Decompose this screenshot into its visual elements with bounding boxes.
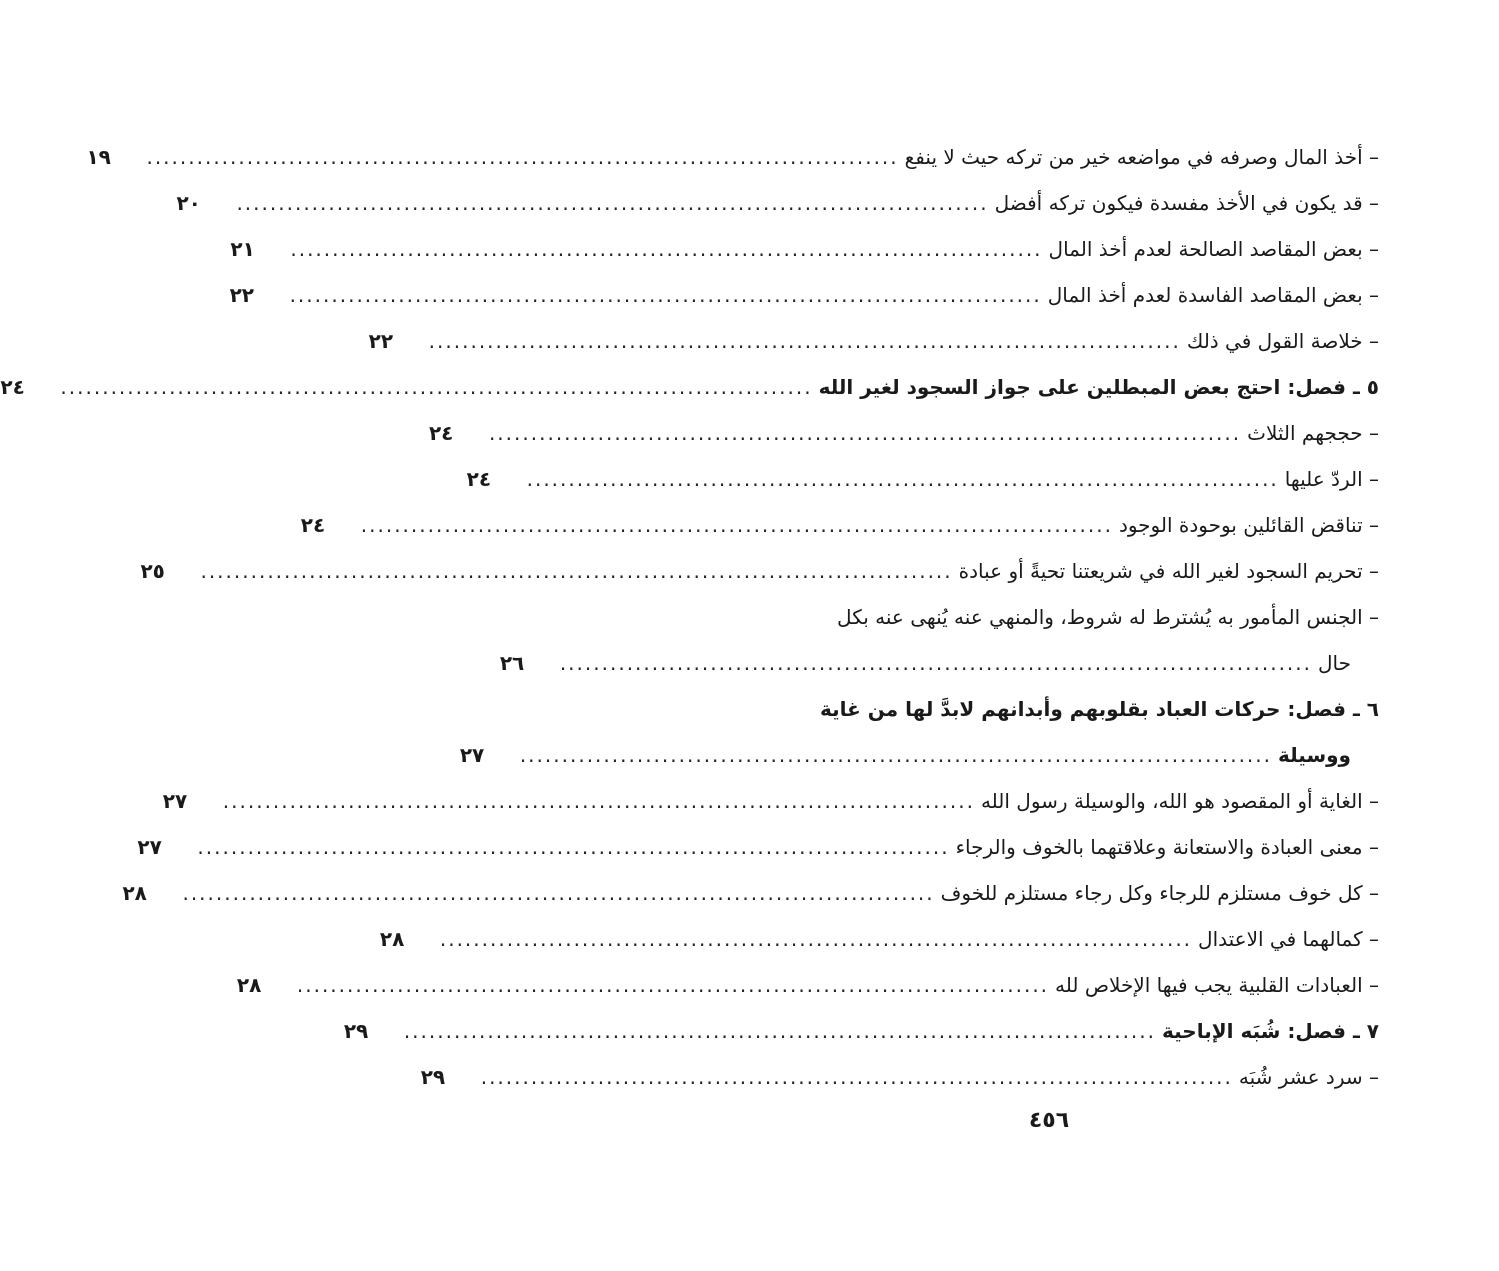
toc-entry-page: ٢٦ xyxy=(499,651,525,675)
toc-entry-page: ٢٤ xyxy=(300,513,326,537)
toc-entry-page: ٢٧ xyxy=(137,835,162,859)
leader-dots: .......................................................................................... xyxy=(360,513,1113,537)
toc-entry-title: – كل خوف مستلزم للرجاء وكل رجاء مستلزم للخوف xyxy=(940,881,1379,905)
toc-entry-title: – العبادات القلبية يجب فيها الإخلاص لله xyxy=(1055,973,1379,997)
toc-entry-title: – بعض المقاصد الصالحة لعدم أخذ المال xyxy=(1048,237,1379,261)
leader-dots: .......................................................................................... xyxy=(519,743,1272,767)
toc-entry-wrapped-line xyxy=(729,594,1379,640)
toc-entry-page: ٢١ xyxy=(230,237,255,261)
toc-entry xyxy=(236,962,1379,1008)
toc-entry-page: ٢٤ xyxy=(466,467,492,491)
toc-chapter-wrapped-line xyxy=(729,686,1379,732)
leader-dots: .......................................................................................... xyxy=(60,375,813,399)
toc-entry-page: ٢٠ xyxy=(176,191,201,215)
toc-entry xyxy=(300,502,1379,548)
toc-entry-page: ١٩ xyxy=(86,145,111,169)
toc-chapter-entry xyxy=(343,1008,1379,1054)
toc-entry xyxy=(162,778,1379,824)
leader-dots: .......................................................................................... xyxy=(526,467,1279,491)
toc-entry-page: ٢٥ xyxy=(140,559,165,583)
toc-entry xyxy=(122,870,1379,916)
leader-dots: .......................................................................................... xyxy=(296,973,1050,997)
toc-entry xyxy=(379,916,1379,962)
leader-dots: .......................................................................................... xyxy=(200,559,953,583)
toc-chapter-entry xyxy=(459,732,1379,778)
toc-entry-title-continued: ووسيلة xyxy=(1278,743,1351,767)
leader-dots: .......................................................................................... xyxy=(559,651,1312,675)
leader-dots: .......................................................................................... xyxy=(146,145,899,169)
toc-entry-title: – قد يكون في الأخذ مفسدة فيكون تركه أفضل xyxy=(994,191,1379,215)
toc-entry-page: ٢٤ xyxy=(428,421,454,445)
toc-entry-title: – معنى العبادة والاستعانة وعلاقتهما بالخوف والرجاء xyxy=(955,835,1379,859)
leader-dots: .......................................................................................... xyxy=(480,1065,1233,1089)
toc-entry-title: ٧ ـ فصل: شُبَه الإباحية xyxy=(1162,1019,1379,1043)
toc-entry-page: ٢٤ xyxy=(0,375,25,399)
toc-entry xyxy=(230,226,1379,272)
toc-entry-title: – سرد عشر شُبَه xyxy=(1238,1065,1379,1089)
toc-entry-title: – خلاصة القول في ذلك xyxy=(1186,329,1379,353)
toc-entry xyxy=(368,318,1379,364)
leader-dots: .......................................................................................... xyxy=(290,237,1043,261)
toc-entry-title: – حججهم الثلاث xyxy=(1247,421,1379,445)
toc-entry-page: ٢٧ xyxy=(459,743,485,767)
toc-entry-title: – تحريم السجود لغير الله في شريعتنا تحيةً أو عبادة xyxy=(958,559,1379,583)
toc-entry xyxy=(428,410,1379,456)
toc-entry-page: ٢٩ xyxy=(420,1065,446,1089)
toc-entry-title: ٥ ـ فصل: احتج بعض المبطلين على جواز السجود لغير الله xyxy=(818,375,1379,399)
toc-entry-title: – بعض المقاصد الفاسدة لعدم أخذ المال xyxy=(1047,283,1379,307)
table-of-contents xyxy=(0,134,1379,1100)
leader-dots: .......................................................................................... xyxy=(222,789,975,813)
toc-entry-title-continued: حال xyxy=(1318,651,1351,675)
toc-entry-page: ٢٨ xyxy=(122,881,147,905)
toc-chapter-entry xyxy=(0,364,1379,410)
leader-dots: .......................................................................................... xyxy=(236,191,989,215)
toc-entry xyxy=(137,824,1379,870)
leader-dots: .......................................................................................... xyxy=(488,421,1242,445)
leader-dots: .......................................................................................... xyxy=(439,927,1193,951)
toc-entry xyxy=(466,456,1379,502)
toc-entry-title: – الجنس المأمور به يُشترط له شروط، والمنهي عنه يُنهى عنه بكل xyxy=(837,605,1379,629)
toc-entry xyxy=(229,272,1379,318)
toc-entry xyxy=(140,548,1379,594)
toc-entry xyxy=(176,180,1379,226)
toc-entry-title: ٦ ـ فصل: حركات العباد بقلوبهم وأبدانهم لابدَّ لها من غاية xyxy=(820,697,1379,721)
toc-entry xyxy=(499,640,1379,686)
page-number: ٤٥٦ xyxy=(1028,1108,1070,1133)
toc-entry-page: ٢٧ xyxy=(162,789,188,813)
leader-dots: .......................................................................................... xyxy=(289,283,1042,307)
toc-entry-page: ٢٢ xyxy=(368,329,394,353)
toc-entry-page: ٢٨ xyxy=(236,973,262,997)
leader-dots: .......................................................................................... xyxy=(182,881,935,905)
toc-entry-title: – الغاية أو المقصود هو الله، والوسيلة رسول الله xyxy=(980,789,1379,813)
leader-dots: .......................................................................................... xyxy=(197,835,950,859)
toc-entry-page: ٢٢ xyxy=(229,283,254,307)
leader-dots: .......................................................................................... xyxy=(403,1019,1156,1043)
toc-entry xyxy=(420,1054,1379,1100)
toc-entry-title: – أخذ المال وصرفه في مواضعه خير من تركه حيث لا ينفع xyxy=(904,145,1379,169)
leader-dots: .......................................................................................... xyxy=(428,329,1181,353)
toc-entry-title: – الردّ عليها xyxy=(1284,467,1379,491)
toc-entry xyxy=(86,134,1379,180)
toc-entry-title: – كمالهما في الاعتدال xyxy=(1198,927,1379,951)
toc-entry-title: – تناقض القائلين بوحودة الوجود xyxy=(1118,513,1379,537)
toc-entry-page: ٢٨ xyxy=(379,927,405,951)
toc-entry-page: ٢٩ xyxy=(343,1019,369,1043)
